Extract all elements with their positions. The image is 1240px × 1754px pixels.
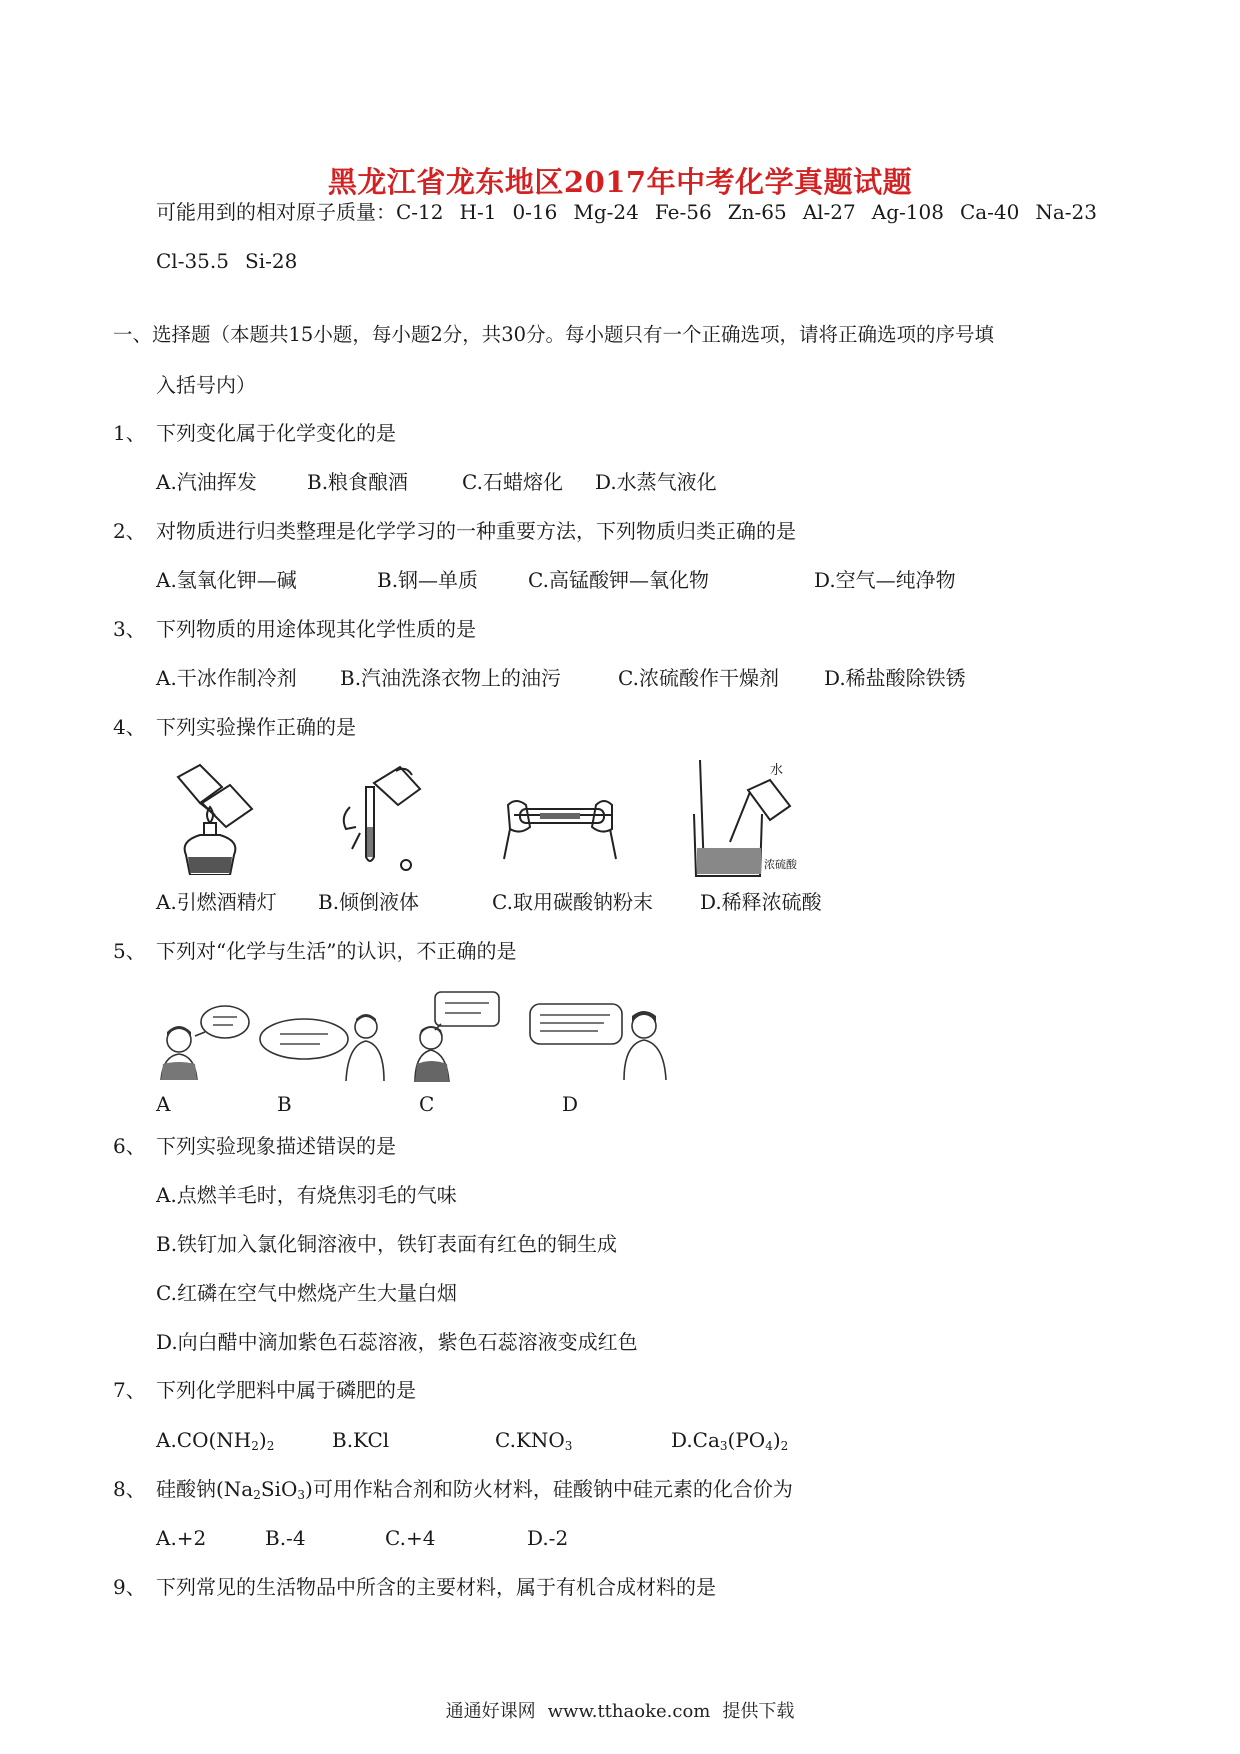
option-d: D.向白醋中滴加紫色石蕊溶液，紫色石蕊溶液变成红色: [156, 1330, 638, 1354]
option-d: D.稀释浓硫酸: [700, 890, 822, 914]
atomic-mass-item: Al-27: [802, 200, 856, 224]
footer-url[interactable]: www.tthaoke.com: [547, 1701, 711, 1722]
option-c: C.浓硫酸作干燥剂: [618, 666, 779, 690]
section-header: 一、选择题（本题共15小题，每小题2分，共30分。每小题只有一个正确选项，请将正确选项的序号填: [113, 323, 995, 346]
figure-lighting-alcohol-lamp: [160, 757, 260, 875]
question-stem: 下列实验操作正确的是: [156, 715, 356, 739]
option-c: C.石蜡熔化: [462, 470, 563, 494]
question-stem: 下列化学肥料中属于磷肥的是: [156, 1378, 416, 1402]
option-a: A.氢氧化钾—碱: [156, 568, 297, 592]
figure-life-d: [528, 998, 668, 1080]
atomic-mass-line-2: [156, 246, 297, 276]
atomic-mass-item: Ca-40: [959, 200, 1020, 224]
option-b: B.粮食酿酒: [307, 470, 409, 494]
option-a: A.引燃酒精灯: [156, 890, 277, 914]
footer-site: 通通好课网: [445, 1701, 536, 1722]
question-number: 1、: [113, 421, 146, 445]
question-number: 8、: [113, 1477, 146, 1501]
atomic-mass-item: Ag-108: [871, 200, 944, 224]
question-number: 3、: [113, 617, 146, 641]
option-a: $A.CO(NH_2)_2$: [156, 1428, 275, 1453]
atomic-mass-item: C-12: [396, 200, 444, 224]
figure-taking-powder: [500, 775, 620, 865]
footer-tail: 提供下载: [722, 1701, 795, 1722]
figure-label-acid: 浓硫酸: [764, 858, 797, 871]
option-d: $D.Ca_3(PO_4)_2$: [671, 1428, 789, 1453]
option-c: C.高锰酸钾—氧化物: [528, 568, 709, 592]
exam-title: 黑龙江省龙东地区2017年中考化学真题试题: [327, 165, 913, 199]
figure-life-a: [155, 1002, 255, 1082]
figure-life-b: [258, 1005, 388, 1083]
option-b: B: [277, 1092, 292, 1116]
option-b: B.钢—单质: [377, 568, 479, 592]
atomic-mass-item: Na-23: [1035, 200, 1098, 224]
option-b: B.倾倒液体: [318, 890, 420, 914]
question-stem: 下列对“化学与生活”的认识，不正确的是: [156, 939, 517, 963]
question-stem: 对物质进行归类整理是化学学习的一种重要方法，下列物质归类正确的是: [156, 519, 796, 543]
question-number: 5、: [113, 939, 146, 963]
atomic-mass-line-1: [156, 197, 1097, 227]
option-c: C.+4: [385, 1526, 436, 1550]
option-d: D.空气—纯净物: [814, 568, 956, 592]
option-d: D.水蒸气液化: [595, 470, 717, 494]
option-d: D.-2: [527, 1526, 569, 1550]
option-c: C: [419, 1092, 435, 1116]
question-number: 7、: [113, 1378, 146, 1402]
question-stem: 下列常见的生活物品中所含的主要材料，属于有机合成材料的是: [156, 1575, 716, 1599]
atomic-mass-item: Si-28: [245, 249, 298, 273]
option-d: D.稀盐酸除铁锈: [824, 666, 966, 690]
atomic-mass-item: Cl-35.5: [156, 249, 229, 273]
option-a: A.干冰作制冷剂: [156, 666, 297, 690]
option-b: B.-4: [265, 1526, 306, 1550]
atomic-mass-item: Mg-24: [573, 200, 639, 224]
question-number: 2、: [113, 519, 146, 543]
option-c: $C.KNO_3$: [495, 1428, 573, 1453]
option-a: A: [156, 1092, 171, 1116]
option-d: D: [562, 1092, 579, 1116]
section-header-cont: 入括号内）: [156, 373, 256, 397]
figure-label-water: 水: [770, 763, 784, 778]
atomic-mass-label: 可能用到的相对原子质量：: [156, 200, 396, 224]
figure-pouring-liquid: [330, 757, 430, 875]
option-c: C.红磷在空气中燃烧产生大量白烟: [156, 1281, 457, 1305]
atomic-mass-item: Fe-56: [654, 200, 712, 224]
option-b: B.汽油洗涤衣物上的油污: [340, 666, 562, 690]
question-number: 6、: [113, 1134, 146, 1158]
question-stem: 下列物质的用途体现其化学性质的是: [156, 617, 476, 641]
option-b: B.铁钉加入氯化铜溶液中，铁钉表面有红色的铜生成: [156, 1232, 618, 1256]
option-a: A.汽油挥发: [156, 470, 257, 494]
option-c: C.取用碳酸钠粉末: [492, 890, 653, 914]
question-number: 4、: [113, 715, 146, 739]
page-footer: [0, 1697, 1240, 1723]
figure-diluting-acid: [690, 752, 820, 880]
question-stem: 硅酸钠$(Na_2SiO_3)$可用作粘合剂和防火材料，硅酸钠中硅元素的化合价为: [156, 1477, 793, 1502]
question-stem: 下列变化属于化学变化的是: [156, 421, 396, 445]
atomic-mass-item: 0-16: [512, 200, 558, 224]
question-number: 9、: [113, 1575, 146, 1599]
option-b: B.KCl: [332, 1428, 390, 1452]
atomic-mass-item: H-1: [459, 200, 497, 224]
figure-life-c: [405, 990, 505, 1082]
option-a: A.+2: [156, 1526, 207, 1550]
atomic-mass-item: Zn-65: [727, 200, 787, 224]
option-a: A.点燃羊毛时，有烧焦羽毛的气味: [156, 1183, 457, 1207]
question-stem: 下列实验现象描述错误的是: [156, 1134, 396, 1158]
